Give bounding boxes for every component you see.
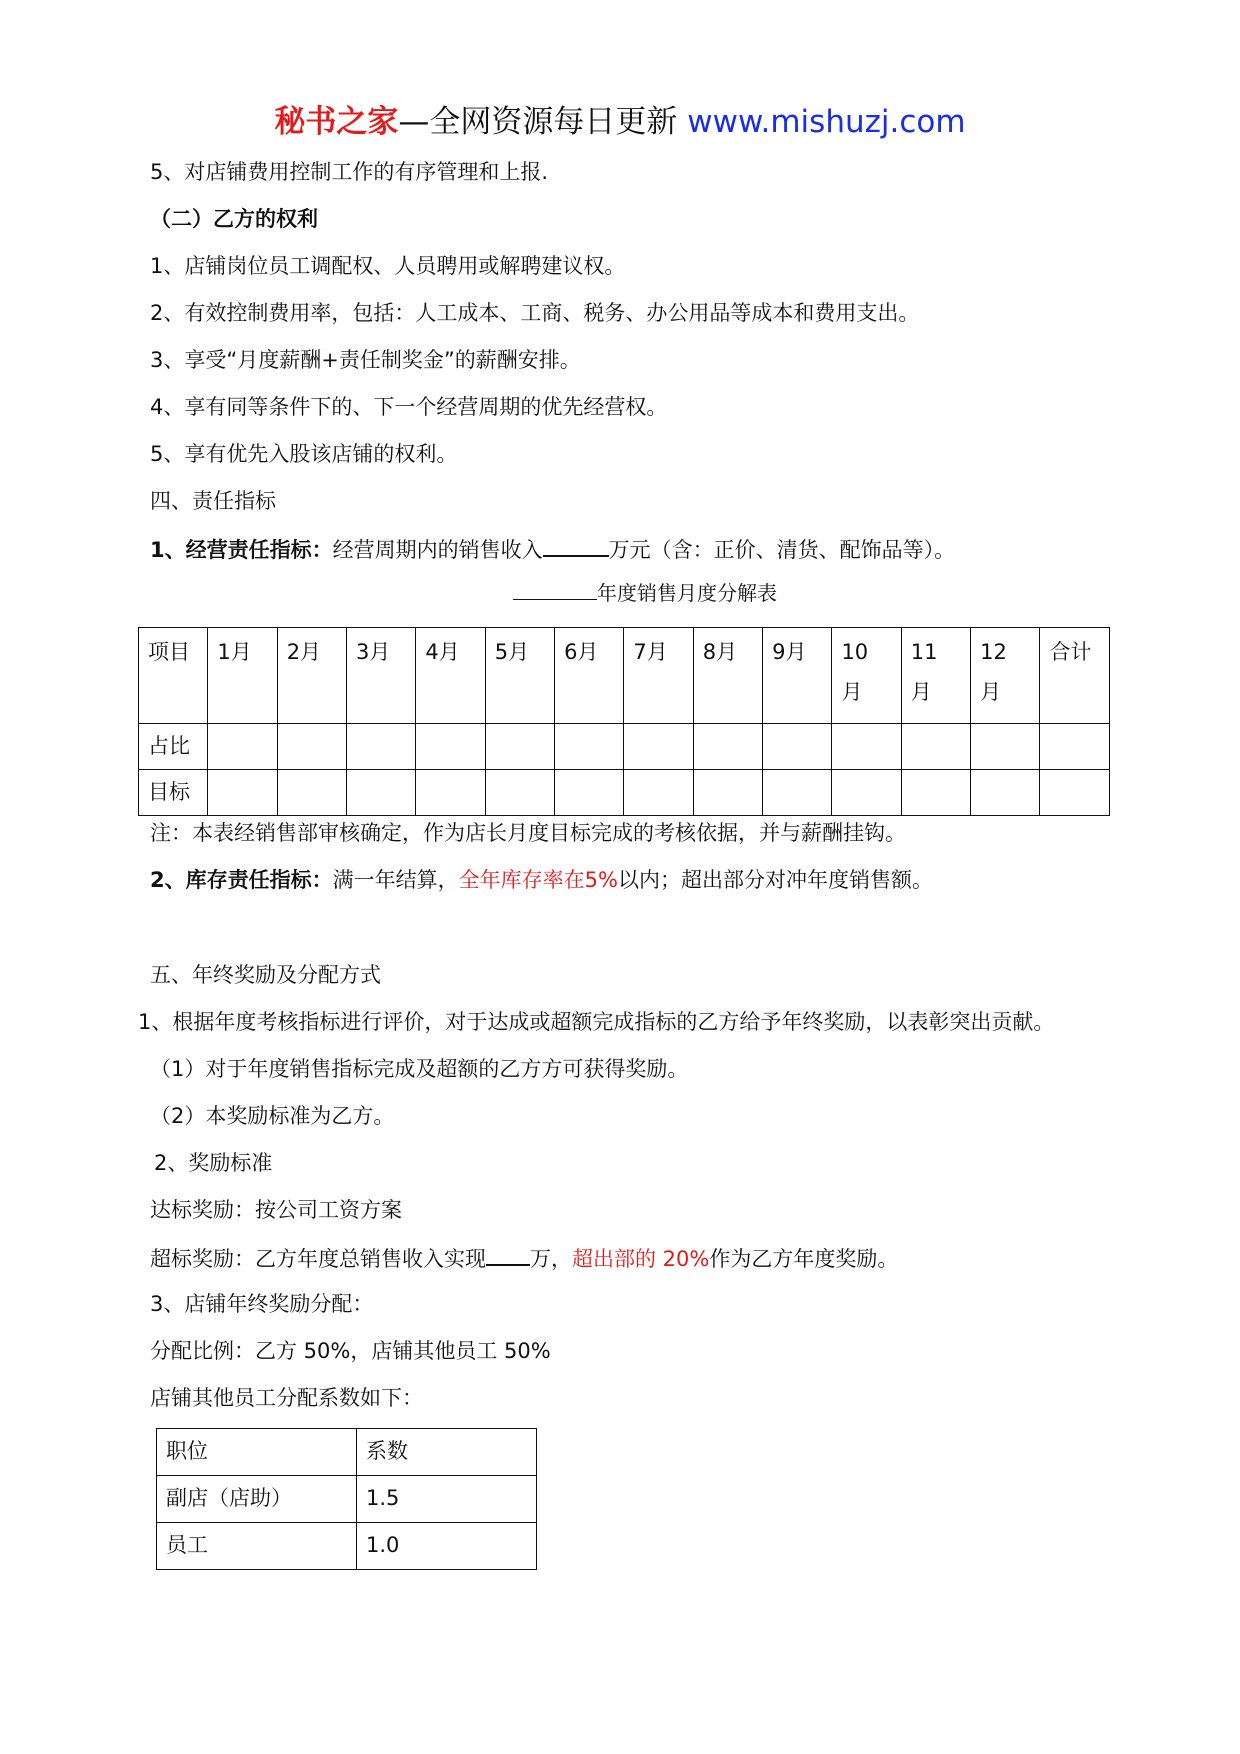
header-cell — [901, 628, 970, 724]
indicator-1 — [150, 533, 955, 565]
table-cell — [277, 770, 346, 816]
table-cell — [485, 724, 554, 770]
table-cell — [971, 724, 1040, 770]
header-cell: 3月 — [347, 628, 416, 724]
table-cell — [832, 724, 901, 770]
table-cell — [416, 770, 485, 816]
sales-amount-blank — [543, 533, 609, 557]
header-cell: 8月 — [693, 628, 762, 724]
table-row — [157, 1476, 537, 1523]
header-cell: 项目 — [139, 628, 208, 724]
header-cell: 职位 — [157, 1429, 357, 1476]
rights-item-3: 3、享受“月度薪酬+责任制奖金”的薪酬安排。 — [150, 348, 581, 372]
header-cell: 9月 — [763, 628, 832, 724]
header-cell — [971, 628, 1040, 724]
table-cell: 员工 — [157, 1523, 357, 1570]
table-cell — [277, 724, 346, 770]
revenue-blank — [486, 1242, 530, 1266]
table-row — [157, 1523, 537, 1570]
standard-bonus: 达标奖励：按公司工资方案 — [150, 1198, 402, 1222]
table-cell — [901, 724, 970, 770]
bonus-item-1-1: （1）对于年度销售指标完成及超额的乙方方可获得奖励。 — [150, 1057, 689, 1081]
table-cell — [763, 770, 832, 816]
header-cell: 1月 — [208, 628, 277, 724]
row-label: 占比 — [139, 724, 208, 770]
table-note: 注：本表经销售部审核确定，作为店长月度目标完成的考核依据，并与薪酬挂钩。 — [150, 821, 906, 845]
table-cell — [832, 770, 901, 816]
table-cell — [971, 770, 1040, 816]
table-cell — [347, 724, 416, 770]
row-label: 目标 — [139, 770, 208, 816]
table-header-row — [139, 628, 1110, 724]
table-cell — [693, 770, 762, 816]
header-cell: 系数 — [357, 1429, 537, 1476]
table-cell — [693, 724, 762, 770]
sales-table-caption-text: 年度销售月度分解表 — [597, 581, 777, 605]
coefficient-intro: 店铺其他员工分配系数如下： — [150, 1386, 423, 1410]
indicator-2-highlight: 全年库存率在5% — [458, 868, 618, 892]
sales-breakdown-table — [138, 627, 1110, 816]
indicator-2-text-end: 以内；超出部分对冲年度销售额。 — [617, 868, 933, 892]
header-cell: 5月 — [485, 628, 554, 724]
table-cell: 副店（店助） — [157, 1476, 357, 1523]
bonus-item-1-2: （2）本奖励标准为乙方。 — [150, 1104, 395, 1128]
indicator-1-text: 经营周期内的销售收入 — [332, 538, 543, 562]
table-cell — [901, 770, 970, 816]
header-cell-line1: 12 — [980, 640, 1007, 664]
coefficient-table — [156, 1428, 537, 1570]
header-cell — [832, 628, 901, 724]
over-target-unit: 万， — [530, 1247, 572, 1271]
rights-section-title: （二）乙方的权利 — [150, 207, 318, 231]
rights-item-1: 1、店铺岗位员工调配权、人员聘用或解聘建议权。 — [150, 254, 626, 278]
indicator-2-text: 满一年结算， — [332, 868, 459, 892]
bonus-item-2: 2、奖励标准 — [154, 1151, 273, 1175]
site-url-link[interactable]: www.mishuzj.com — [687, 104, 966, 140]
over-target-text: 超标奖励：乙方年度总销售收入实现 — [150, 1247, 486, 1271]
brand-name: 秘书之家 — [274, 104, 399, 140]
over-target-text-end: 作为乙方年度奖励。 — [709, 1247, 899, 1271]
header-cell: 4月 — [416, 628, 485, 724]
table-cell — [347, 770, 416, 816]
table-row — [139, 770, 1110, 816]
distribution-ratio: 分配比例：乙方 50%，店铺其他员工 50% — [150, 1339, 551, 1363]
table-cell — [1040, 770, 1110, 816]
header-cell-line1: 10 — [841, 640, 869, 664]
table-cell — [1040, 724, 1110, 770]
section-5-title: 五、年终奖励及分配方式 — [150, 963, 381, 987]
site-header — [0, 102, 1240, 142]
rights-item-5: 5、享有优先入股该店铺的权利。 — [150, 442, 458, 466]
table-cell — [208, 724, 277, 770]
indicator-1-text-end: 万元（含：正价、清货、配饰品等）。 — [608, 538, 956, 562]
bonus-item-1: 1、根据年度考核指标进行评价，对于达成或超额完成指标的乙方给予年终奖励，以表彰突出贡献。 — [138, 1010, 1055, 1034]
duty-item-5: 5、对店铺费用控制工作的有序管理和上报. — [150, 160, 549, 184]
table-cell — [208, 770, 277, 816]
table-cell: 1.5 — [357, 1476, 537, 1523]
indicator-2-label: 2、库存责任指标： — [150, 868, 333, 892]
sales-table-caption — [0, 578, 1240, 608]
header-cell: 合计 — [1040, 628, 1110, 724]
over-target-bonus — [150, 1242, 898, 1274]
table-row — [139, 724, 1110, 770]
table-cell — [763, 724, 832, 770]
header-cell: 6月 — [555, 628, 624, 724]
rights-item-4: 4、享有同等条件下的、下一个经营周期的优先经营权。 — [150, 395, 668, 419]
table-cell — [555, 770, 624, 816]
section-4-title: 四、责任指标 — [150, 489, 276, 513]
table-cell: 1.0 — [357, 1523, 537, 1570]
header-tagline: —全网资源每日更新 — [398, 104, 688, 140]
header-cell-line2: 月 — [910, 680, 932, 704]
header-cell: 2月 — [277, 628, 346, 724]
year-blank — [513, 579, 597, 600]
header-cell-line2: 月 — [980, 680, 1002, 704]
indicator-2 — [150, 865, 933, 895]
over-target-highlight: 超出部的 20% — [572, 1247, 710, 1271]
table-cell — [624, 724, 693, 770]
table-cell — [416, 724, 485, 770]
table-cell — [485, 770, 554, 816]
table-cell — [624, 770, 693, 816]
header-cell: 7月 — [624, 628, 693, 724]
table-cell — [555, 724, 624, 770]
rights-item-2: 2、有效控制费用率，包括：人工成本、工商、税务、办公用品等成本和费用支出。 — [150, 301, 920, 325]
indicator-1-label: 1、经营责任指标： — [150, 538, 333, 562]
header-cell-line2: 月 — [841, 680, 863, 704]
table-header-row — [157, 1429, 537, 1476]
header-cell-line1: 11 — [910, 640, 938, 664]
bonus-item-3: 3、店铺年终奖励分配： — [150, 1292, 374, 1316]
